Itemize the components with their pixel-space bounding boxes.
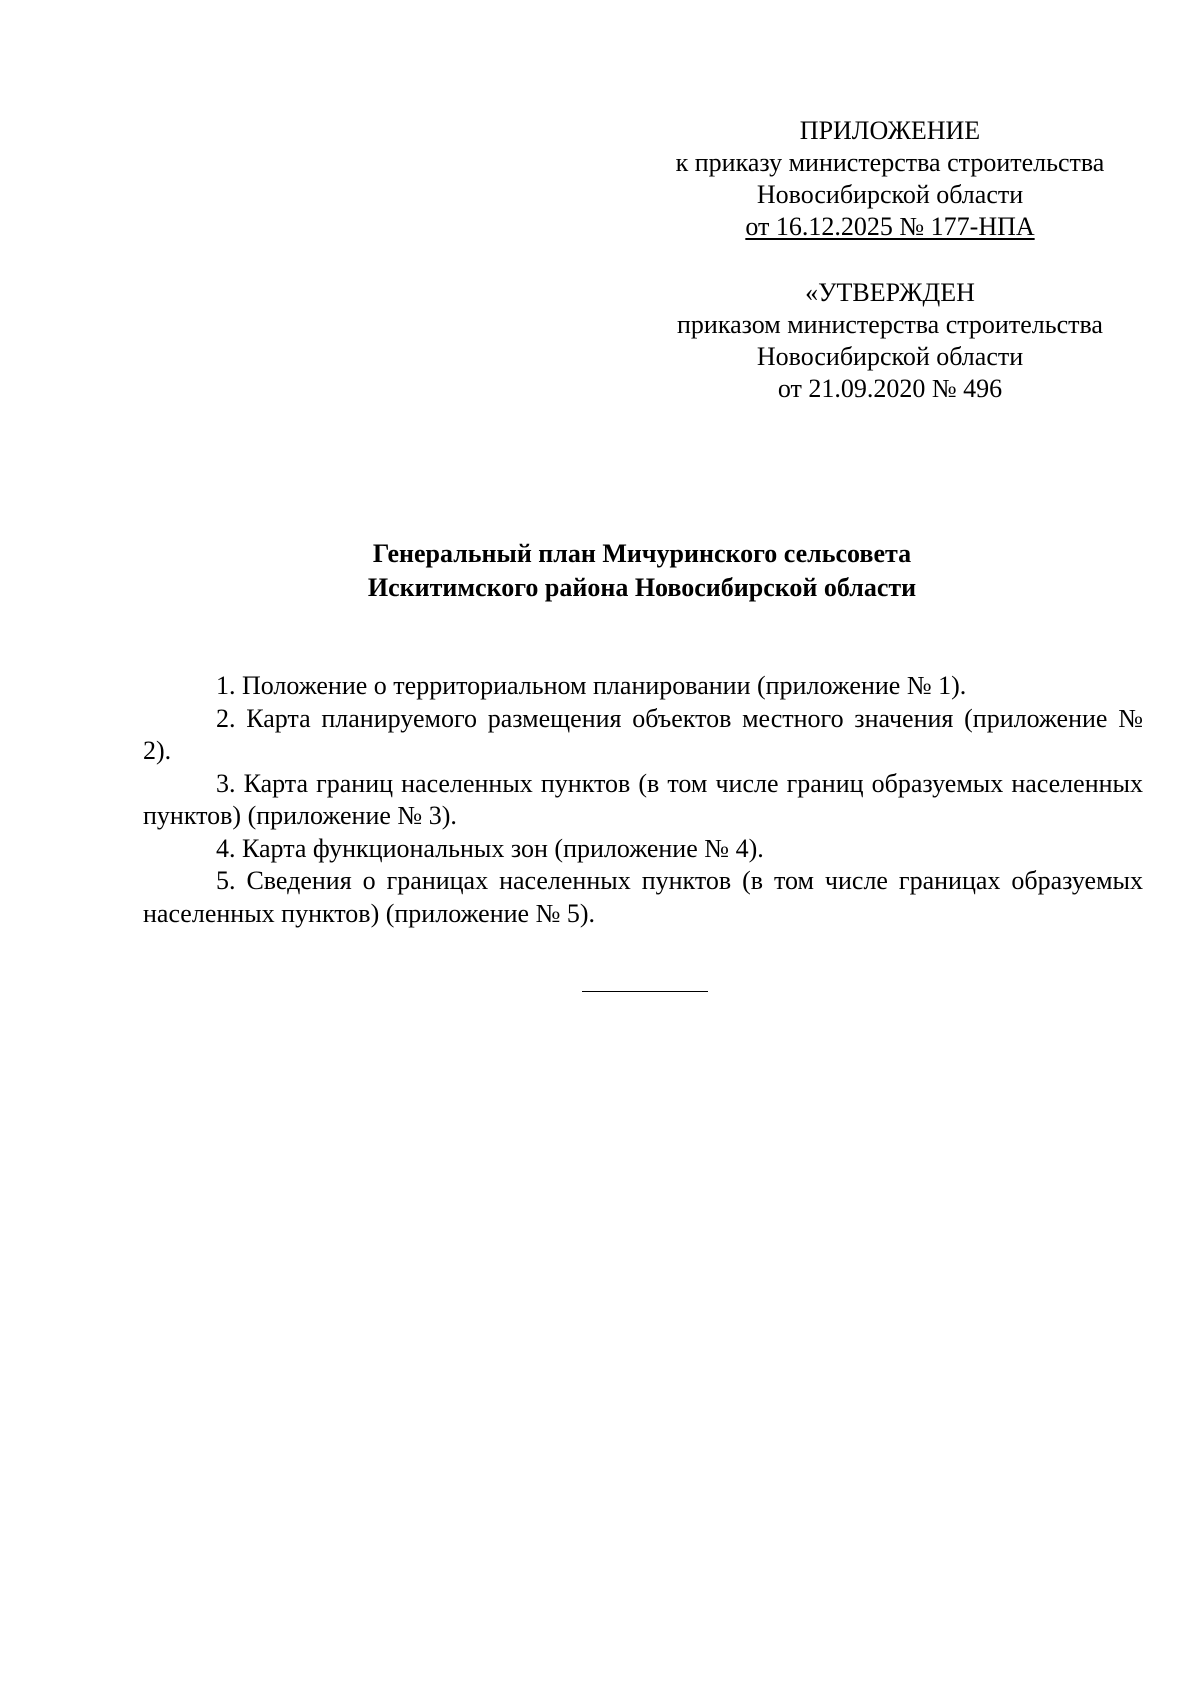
list-item: 4. Карта функциональных зон (приложение № 4). (216, 833, 764, 863)
approval-heading: «УТВЕРЖДЕН (805, 278, 975, 307)
appendix-heading: ПРИЛОЖЕНИЕ (799, 116, 981, 145)
appendix-region-line: Новосибирской области (756, 180, 1024, 209)
approval-date-number: от 21.09.2020 № 496 (777, 374, 1003, 403)
appendix-block (640, 115, 1140, 243)
approval-order-line: приказом министерства строительства (677, 310, 1103, 339)
appendix-date-number: от 16.12.2025 № 177-НПА (745, 212, 1035, 241)
list-item: 1. Положение о территориальном планировании (приложение № 1). (216, 671, 967, 700)
title-line-2: Искитимского района Новосибирской области (367, 573, 917, 602)
approval-region-line: Новосибирской области (756, 342, 1024, 371)
approval-block (640, 277, 1140, 405)
appendix-order-line: к приказу министерства строительства (675, 148, 1105, 177)
document-title (140, 537, 1144, 605)
contents-list (143, 670, 1143, 930)
title-line-1: Генеральный план Мичуринского сельсовета (372, 539, 912, 568)
list-item: 2. Карта планируемого размещения объектов местного значения (приложение № 2). (143, 703, 1143, 765)
list-item: 3. Карта границ населенных пунктов (в том числе границ образуемых населенных пунктов) (приложение № 3). (143, 768, 1143, 830)
end-separator-line (582, 991, 708, 992)
list-item: 5. Сведения о границах населенных пунктов (в том числе границах образуемых населенных пунктов) (приложение № 5). (143, 866, 1143, 928)
